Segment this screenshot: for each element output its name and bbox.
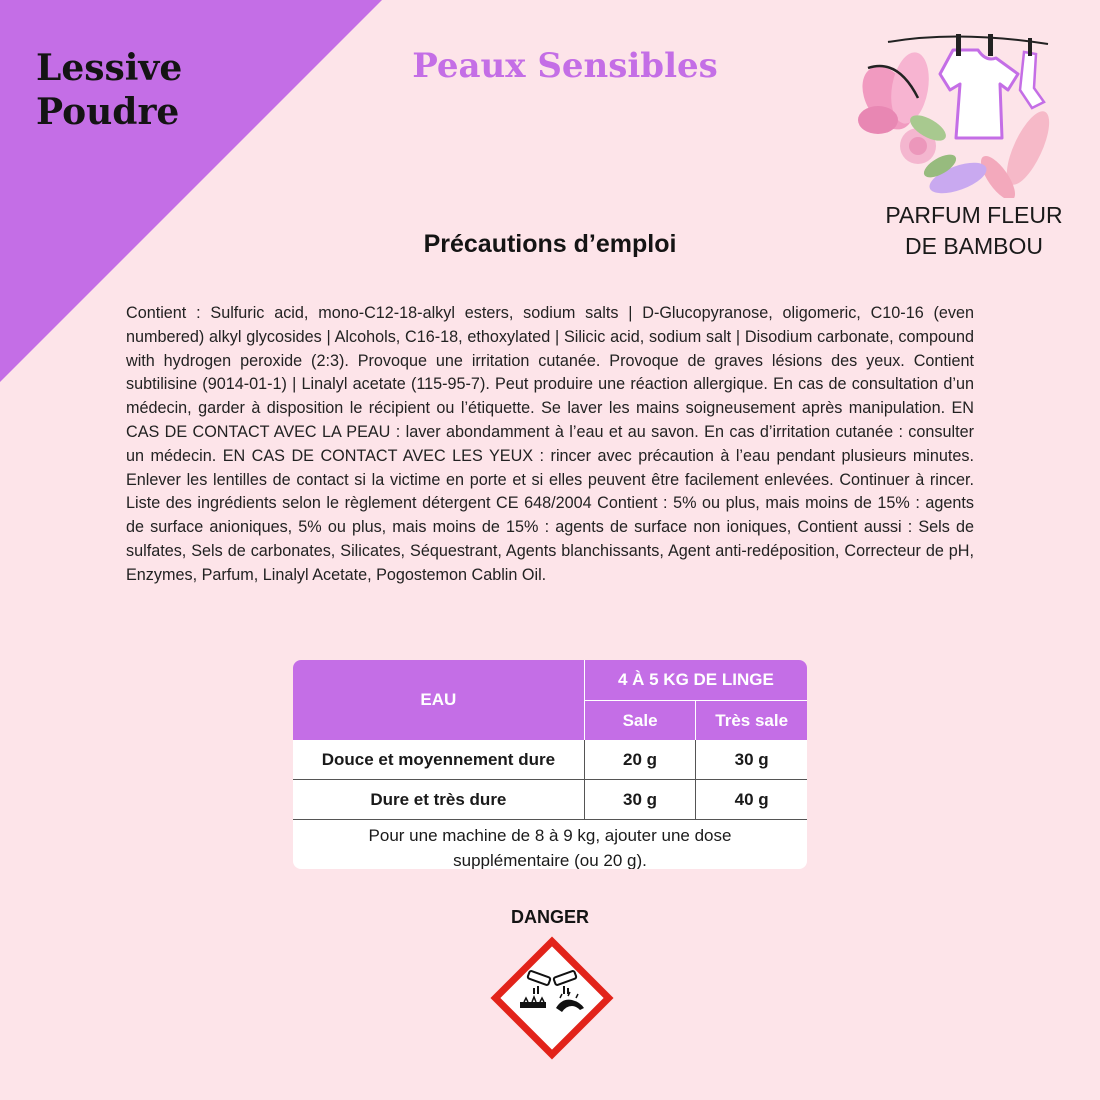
dose-tres-sale-cell: 30 g [696,740,807,780]
dose-sale-cell: 20 g [584,740,696,780]
water-type-cell: Dure et très dure [293,780,584,820]
dose-tres-sale-cell: 40 g [696,780,807,820]
load-header: 4 À 5 KG DE LINGE [584,660,807,701]
product-title [36,46,256,134]
ingredients-precautions-text: Contient : Sulfuric acid, mono-C12-18-alkyl esters, sodium salts | D-Glucopyranose, oligomeric, C10-16 (even numbered) alkyl glycosides | Alcohols, C16-18, ethoxylated | Silicic acid, sodium salt | Disodium carbonate, compound with hydrogen peroxide (2:3). Provoque une irritation cutanée. Provoque de graves lésions des yeux. Contient subtilisine (9014-01-1) | Linalyl acetate (115-95-7). Peut produire une réaction allergique. En cas de consultation d’un médecin, garder à disposition le récipient ou l’étiquette. Se laver les mains soigneusement après manipulation. EN CAS DE CONTACT AVEC LA PEAU : laver abondamment à l’eau et au savon. En cas d’irritation cutanée : consulter un médecin. EN CAS DE CONTACT AVEC LES YEUX : rincer avec précaution à l’eau pendant plusieurs minutes. Enlever les lentilles de contact si la victime en porte et si elles peuvent être facilement enlevées. Continuer à rincer. Liste des ingrédients selon le règlement détergent CE 648/2004 Contient : 5% ou plus, mais moins de 15% : agents de surface anioniques, 5% ou plus, mais moins de 15% : agents de surface non ioniques, Contient aussi : Sels de sulfates, Sels de carbonates, Silicates, Séquestrant, Agents blanchissants, Agent anti-redéposition, Correcteur de pH, Enzymes, Parfum, Linalyl Acetate, Pogostemon Cablin Oil. [126,304,974,584]
tres-sale-header: Très sale [696,701,807,741]
product-subtitle: Peaux Sensibles [412,46,718,86]
dosage-table [293,660,807,869]
laundry-flowers-illustration [848,28,1063,198]
precautions-title: Précautions d’emploi [423,230,677,258]
sale-header: Sale [584,701,696,741]
product-title-line1: Lessive [36,47,183,89]
dose-sale-cell: 30 g [584,780,696,820]
dosage-note: Pour une machine de 8 à 9 kg, ajouter une dose supplémentaire (ou 20 g). [368,826,732,869]
corrosion-pictogram-icon [490,936,614,1060]
table-row [293,780,807,820]
table-row [293,740,807,780]
water-header: EAU [293,660,584,740]
scent-line2: DE BAMBOU [904,233,1044,259]
scent-line1: PARFUM FLEUR [885,202,1063,228]
danger-label: DANGER [510,907,589,927]
water-type-cell: Douce et moyennement dure [293,740,584,780]
scent-label [860,200,1088,262]
product-title-line2: Poudre [36,91,180,133]
